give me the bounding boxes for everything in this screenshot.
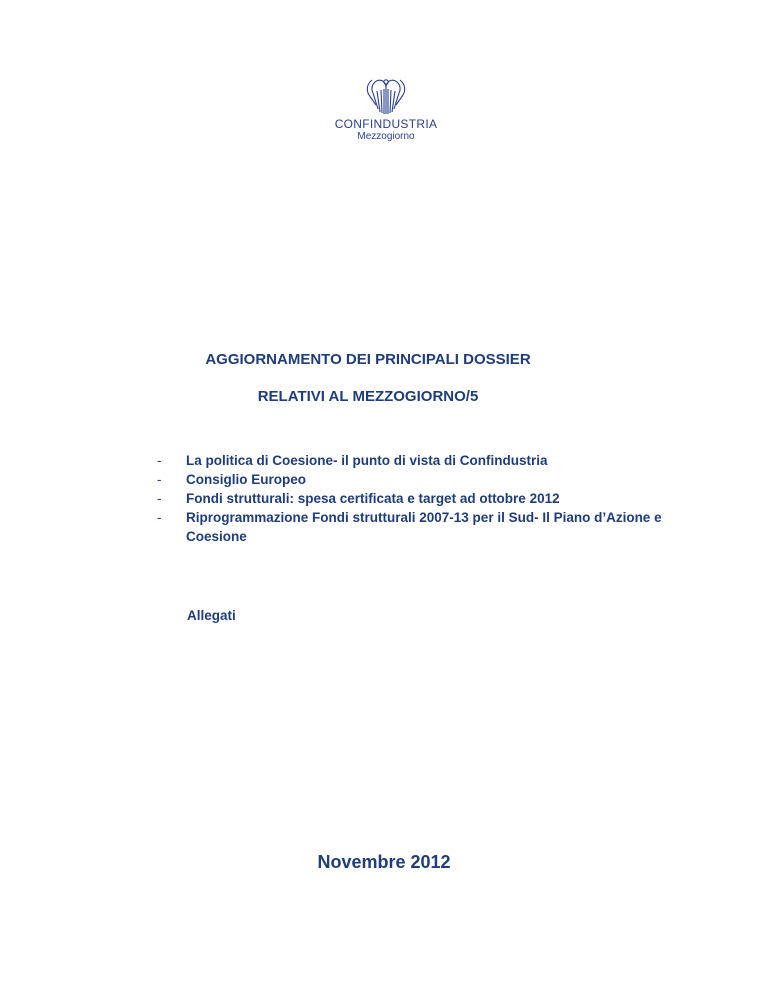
topic-item bbox=[157, 489, 706, 508]
topic-text: La politica di Coesione- il punto di vista di Confindustria bbox=[186, 453, 548, 468]
bullet-dash: - bbox=[157, 510, 162, 525]
bullet-dash: - bbox=[157, 472, 162, 487]
confindustria-eagle-icon bbox=[364, 76, 408, 116]
bullet-dash: - bbox=[157, 453, 162, 468]
document-date: Novembre 2012 bbox=[317, 852, 451, 872]
confindustria-logo bbox=[330, 76, 442, 143]
logo-subtitle: Mezzogiorno bbox=[357, 131, 415, 142]
document-title-line-2: RELATIVI AL MEZZOGIORNO/5 bbox=[257, 388, 479, 405]
topic-item bbox=[157, 451, 706, 470]
bullet-dash: - bbox=[157, 491, 162, 506]
topic-text: Consiglio Europeo bbox=[186, 472, 306, 487]
topic-text: Riprogrammazione Fondi strutturali 2007-13 per il Sud- Il Piano d’Azione e Coesione bbox=[186, 510, 662, 544]
document-title-line-1: AGGIORNAMENTO DEI PRINCIPALI DOSSIER bbox=[205, 351, 531, 368]
attachments-label: Allegati bbox=[187, 608, 236, 623]
logo-name: CONFINDUSTRIA bbox=[334, 117, 438, 131]
topic-item bbox=[157, 508, 706, 546]
topic-text: Fondi strutturali: spesa certificata e target ad ottobre 2012 bbox=[186, 491, 560, 506]
topics-list bbox=[157, 451, 706, 546]
topic-item bbox=[157, 470, 706, 489]
